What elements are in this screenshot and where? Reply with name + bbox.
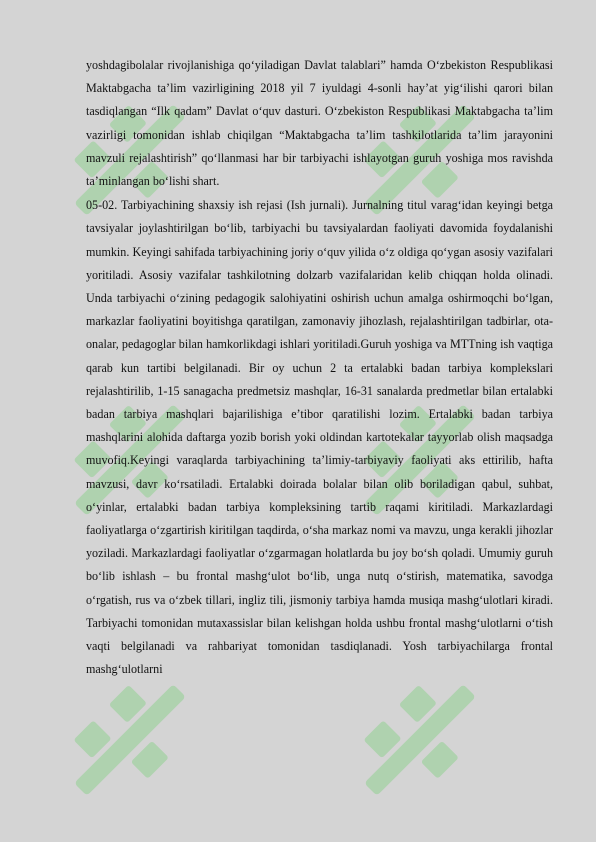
paragraph-1: yoshdagibolalar rivojlanishiga qo‘yiladigan Davlat talablari” hamda O‘zbekiston Respublikasi Maktabgacha ta’lim vazirligining 2018 yil 7 iyuldagi 4-sonli hay’at yig‘ilishi qarori bilan tasdiqlangan “Ilk qadam” Davlat o‘quv dasturi. O‘zbekiston Respublikasi Maktabgacha ta’lim vazirligi tomonidan ishlab chiqilgan “Maktabgacha ta’lim tashkilotlarida ta’lim jarayonini mavzuli rejalashtirish” qo‘llanmasi har bir tarbiyachi ishlayotgan guruh yoshiga mos ravishda ta’minlangan bo‘lishi shart. xyxy=(86,58,553,189)
paragraph-2: 05-02. Tarbiyachining shaxsiy ish rejasi (Ish jurnali). Jurnalning titul varag‘idan keyingi betga tavsiyalar joylashtirilgan bo‘lib, tarbiyachi bu tavsiyalardan faoliyati davomida foydalanishi mumkin. Keyingi sahifada tarbiyachining joriy o‘quv yilida o‘z oldiga qo‘ygan asosiy vazifalari yoritiladi. Asosiy vazifalar tashkilotning dolzarb vazifalaridan kelib chiqqan holda olinadi. Unda tarbiyachi o‘zining pedagogik salohiyatini oshirish uchun amalga oshirmoqchi bo‘lgan, markazlar faoliyatini boyitishga qaratilgan, zamonaviy jihozlash, rejalashtirilgan tadbirlar, ota-onalar, pedagoglar bilan hamkorlikdagi ishlari yoritiladi.Guruh yoshiga va MTTning ish vaqtiga qarab kun tartibi belgilanadi. Bir oy uchun 2 ta ertalabki badan tarbiya komplekslari rejalashtirilib, 1-15 sanagacha predmetsiz mashqlar, 16-31 sanalarda predmetlar bilan ertalabki badan tarbiya mashqlari bajarilishiga e’tibor qaratilishi lozim. Ertalabki badan tarbiya mashqlarini alohida daftarga yozib borish yoki oldindan kartotekalar tayyorlab olish maqsadga muvofiq.Keyingi varaqlarda tarbiyachining ta’limiy-tarbiyaviy faoliyati aks ettirilib, hafta mavzusi, davr ko‘rsatiladi. Ertalabki doirada bolalar bilan olib boriladigan qabul, suhbat, o‘yinlar, ertalabki badan tarbiya kompleksining tartib raqami kiritiladi. Markazlardagi faoliyatlarga o‘zgartirish kiritilgan taqdirda, o‘sha markaz nomi va mavzu, unga kerakli jihozlar yoziladi. Markazlardagi faoliyatlar o‘zgarmagan holatlarda bu joy bo‘sh qoladi. Umumiy guruh bo‘lib ishlash – bu frontal mashg‘ulot bo‘lib, unga nutq o‘stirish, matematika, savodga o‘rgatish, rus va o‘zbek tillari, ingliz tili, jismoniy tarbiya hamda musiqa mashg‘ulotlari kiradi. Tarbiyachi tomonidan mutaxassislar bilan kelishgan holda ushbu frontal mashg‘ulotlarni o‘tish vaqti belgilanadi va rahbariyat tomonidan tasdiqlanadi. Yosh tarbiyachilarga frontal mashg‘ulotlarni xyxy=(86,198,553,677)
watermark-mark xyxy=(342,662,498,818)
watermark-mark xyxy=(52,662,208,818)
document-body xyxy=(86,54,553,682)
